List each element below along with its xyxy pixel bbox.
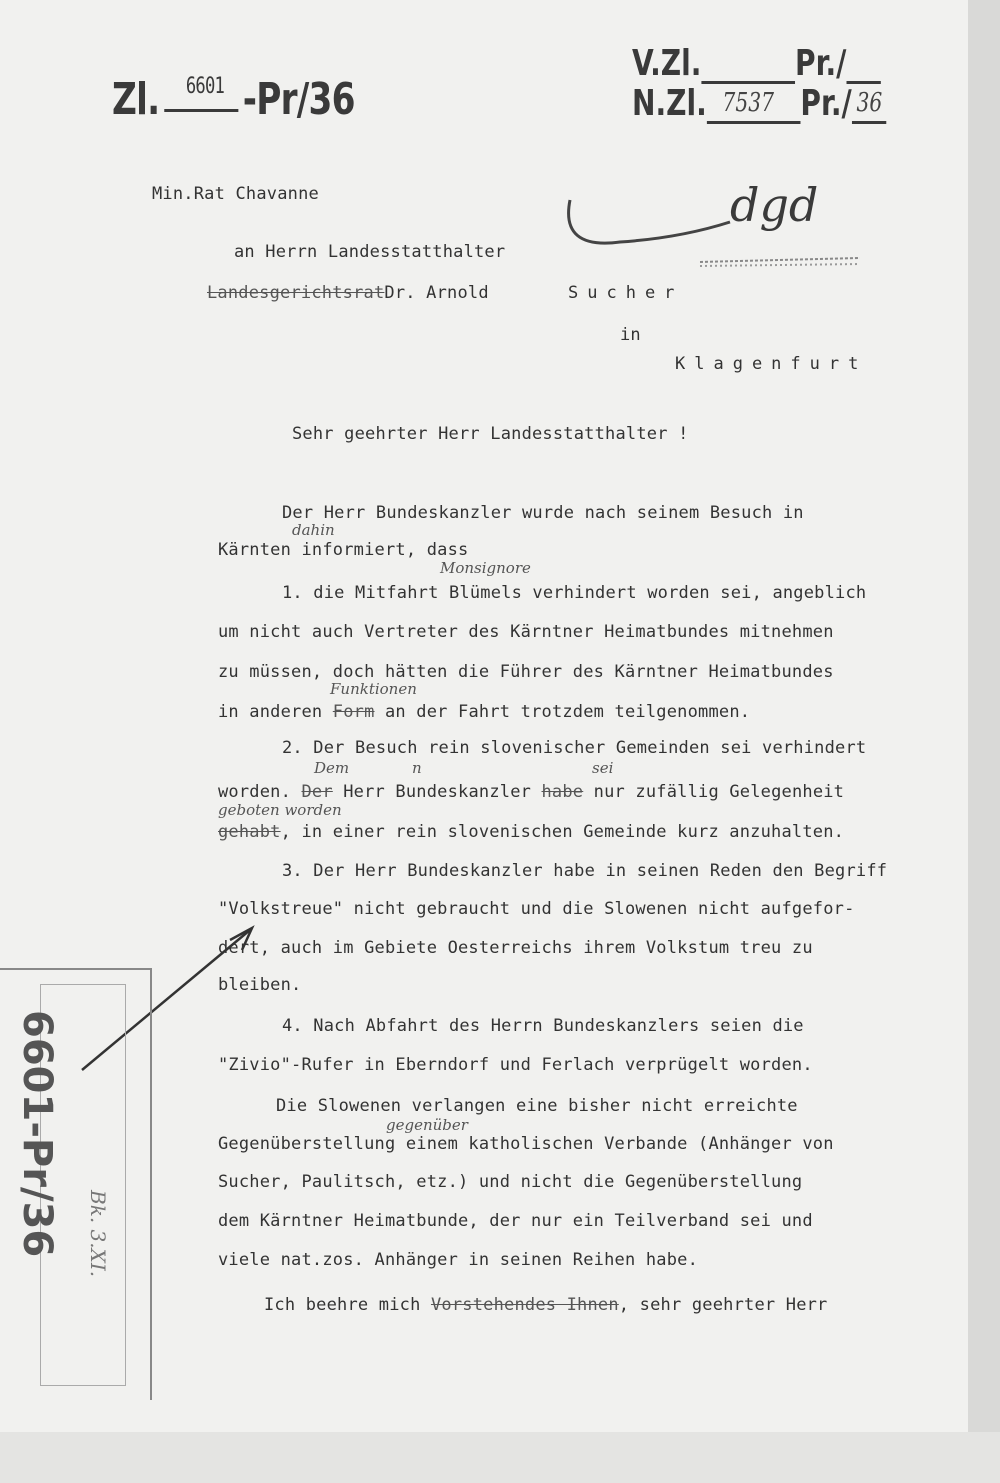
- reference-stamp: [632, 44, 886, 124]
- body-line: Die Slowenen verlangen eine bisher nicht erreichte: [276, 1096, 798, 1116]
- file-number-stamp: [112, 74, 355, 125]
- stamp-zl-prefix: Zl.: [112, 74, 160, 125]
- addressee-line: an Herrn Landesstatthalter: [234, 242, 506, 262]
- body-line: 1. die Mitfahrt Blümels verhindert worden sei, angeblich: [282, 583, 867, 603]
- stamp-zl-suffix: -Pr/36: [242, 74, 355, 125]
- body-line: 2. Der Besuch rein slovenischer Gemeinden sei verhindert: [282, 738, 867, 758]
- handwritten-note: Funktionen: [330, 680, 417, 698]
- stamp-nzl-pr: Pr./: [800, 83, 852, 124]
- handwritten-note: sei: [592, 759, 614, 777]
- signature-stroke: [560, 180, 880, 270]
- body-line: "Volkstreue" nicht gebraucht und die Slowenen nicht aufgefor-: [218, 899, 855, 919]
- handwritten-note: gegenüber: [386, 1116, 468, 1134]
- in-word: in: [620, 325, 641, 345]
- body-line: zu müssen, doch hätten die Führer des Kärntner Heimatbundes: [218, 662, 834, 682]
- body-line: Sucher, Paulitsch, etz.) und nicht die Gegenüberstellung: [218, 1172, 803, 1192]
- stamp-vzl-pr: Pr./: [795, 43, 847, 84]
- struck-title: Landesgerichtsrat: [207, 283, 385, 303]
- body-line: bleiben.: [218, 975, 302, 995]
- stamp-nzl-label: N.Zl.: [632, 83, 707, 124]
- body-line: dert, auch im Gebiete Oesterreichs ihrem Volkstum treu zu: [218, 938, 813, 958]
- stamp-vzl-year-blank: [846, 51, 880, 84]
- body-line: "Zivio"-Rufer in Eberndorf und Ferlach verprügelt worden.: [218, 1055, 813, 1075]
- handwritten-note: Monsignore: [440, 559, 531, 577]
- body-line: Gegenüberstellung einem katholischen Verbande (Anhänger von: [218, 1134, 834, 1154]
- handwritten-note: dahin: [292, 521, 335, 539]
- stamp-nzl-year-blank: [852, 88, 886, 124]
- body-line: gehabt, in einer rein slovenischen Gemeinde kurz anzuhalten.: [218, 822, 845, 842]
- scan-edge-right: [968, 0, 1000, 1432]
- city-line: Klagenfurt: [675, 354, 868, 374]
- stamp-nzl-row: [632, 84, 886, 124]
- body-line: Ich beehre mich Vorstehendes Ihnen, sehr geehrter Herr: [264, 1295, 828, 1315]
- addressee-surname: Sucher: [568, 283, 684, 303]
- stamp-zl-number: 6601: [164, 74, 238, 112]
- stamp-vzl-label: V.Zl.: [632, 43, 702, 84]
- body-line: dem Kärntner Heimatbunde, der nur ein Teilverband sei und: [218, 1211, 813, 1231]
- sender-line: Min.Rat Chavanne: [152, 184, 319, 204]
- name-prefix: Dr. Arnold: [384, 283, 489, 303]
- body-line: in anderen Form an der Fahrt trotzdem teilgenommen.: [218, 702, 751, 722]
- handwritten-signature: dgd: [730, 178, 819, 232]
- scan-edge-bottom: [0, 1432, 1000, 1483]
- stamp-vzl-blank: [701, 51, 795, 84]
- handwritten-note: Dem: [314, 759, 350, 777]
- stamp-nzl-number: 7537: [722, 88, 775, 118]
- stamp-nzl-year: 36: [856, 88, 883, 118]
- stamp-vzl-row: [632, 44, 886, 84]
- handwritten-note: n: [412, 759, 422, 777]
- body-line: Kärnten informiert, dass: [218, 540, 469, 560]
- salutation: Sehr geehrter Herr Landesstatthalter !: [292, 424, 689, 444]
- side-handwriting: Bk. 3.XI.: [86, 1190, 110, 1278]
- handwritten-note: geboten worden: [218, 801, 342, 819]
- stamp-nzl-blank: [707, 88, 801, 124]
- body-line: 3. Der Herr Bundeskanzler habe in seinen Reden den Begriff: [282, 861, 888, 881]
- body-line: Der Herr Bundeskanzler wurde nach seinem Besuch in: [282, 503, 804, 523]
- side-stamp-rotated: 6601-Pr/36: [14, 1010, 60, 1258]
- addressee-name-line: [207, 283, 489, 303]
- body-line: worden. Der Herr Bundeskanzler habe nur zufällig Gelegenheit: [218, 782, 845, 802]
- body-line: um nicht auch Vertreter des Kärntner Heimatbundes mitnehmen: [218, 622, 834, 642]
- body-line: 4. Nach Abfahrt des Herrn Bundeskanzlers seien die: [282, 1016, 804, 1036]
- body-line: viele nat.zos. Anhänger in seinen Reihen habe.: [218, 1250, 699, 1270]
